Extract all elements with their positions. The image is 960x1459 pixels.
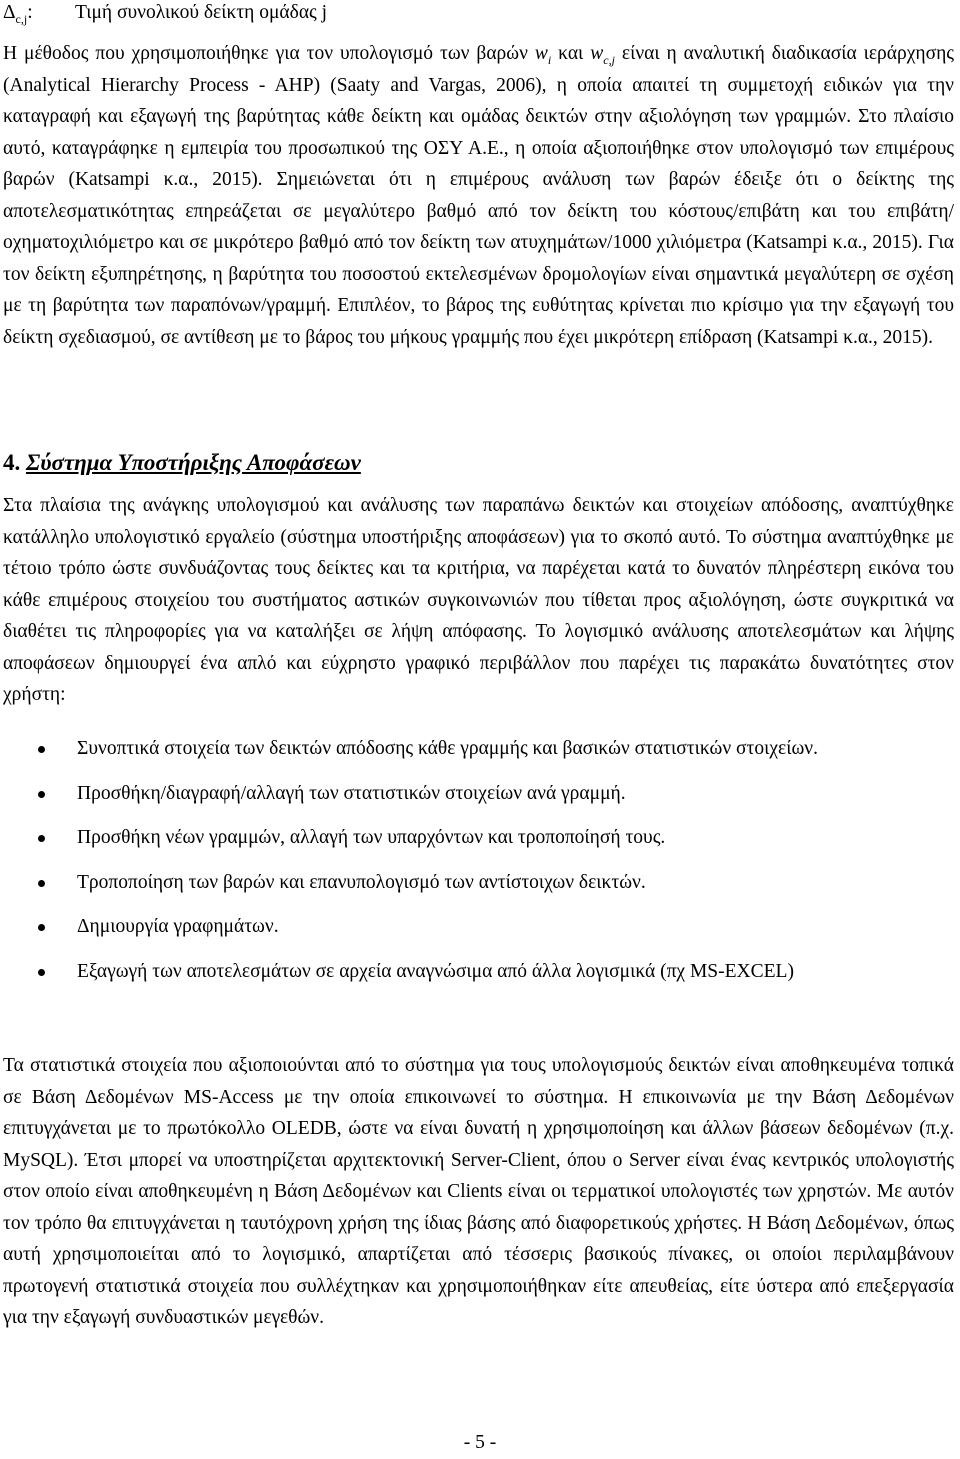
section-number: 4. (3, 450, 21, 475)
bullet-icon (38, 835, 45, 842)
section-heading (3, 447, 361, 479)
section-title: Σύστημα Υποστήριξης Αποφάσεων (26, 450, 361, 475)
bullet-icon (38, 791, 45, 798)
bullet-icon (38, 924, 45, 931)
list-item: Εξαγωγή των αποτελεσμάτων σε αρχεία αναγνώσιμα από άλλα λογισμικά (πχ MS-EXCEL) (0, 956, 954, 988)
definition-text: Τιμή συνολικού δείκτη ομάδας j (75, 2, 328, 23)
list-item: Συνοπτικά στοιχεία των δεικτών απόδοσης κάθε γραμμής και βασικών στατιστικών στοιχείων. (0, 733, 954, 765)
list-item: Προσθήκη νέων γραμμών, αλλαγή των υπαρχόντων και τροποποίησή τους. (0, 822, 954, 854)
definition-term: $\Delta_{c,j}$: (3, 2, 33, 26)
paragraph-dss-intro: Στα πλαίσια της ανάγκης υπολογισμού και ανάλυσης των παραπάνω δεικτών και στοιχείων απόδοσης, αναπτύχθηκε κατάλληλο υπολογιστικό εργαλείο (σύστημα υποστήριξης αποφάσεων) για το σκοπό αυτό. Το σύστημα αναπτύχθηκε με τέτοιο τρόπο ώστε συνδυάζοντας τους δείκτες και τα κριτήρια, να παρέχεται κατά το δυνατόν πληρέστερη εικόνα του κάθε επιμέρους στοιχείου του συστήματος αστικών συγκοινωνιών που τίθεται προς αξιολόγηση, ώστε συγκριτικά να διαθέτει τις πληροφορίες για να καταλήξει σε λήψη απόφασης. Το λογισμικό ανάλυσης αποτελεσμάτων και λήψης αποφάσεων δημιουργεί ένα απλό και εύχρηστο γραφικό περιβάλλον που παρέχει τις παρακάτω δυνατότητες στον χρήστη: (3, 495, 954, 705)
definition-line (3, 0, 327, 29)
paragraph-weights-method: Η μέθοδος που χρησιμοποιήθηκε για τον υπολογισμό των βαρών $w_i$ και $w_{c,j}$ είναι η αναλυτική διαδικασία ιεράρχησης (Analytical Hierarchy Process - AHP) (Saaty and Vargas, 2006), η οποία απαιτεί τη συμμετοχή ειδικών για την καταγραφή και εξαγωγή της βαρύτητας κάθε δείκτη και ομάδας δεικτών στην αξιολόγηση των γραμμών. Στο πλαίσιο αυτό, καταγράφηκε η εμπειρία του προσωπικού της ΟΣΥ Α.Ε., η οποία αξιοποιήθηκε στον υπολογισμό των επιμέρους βαρών (Katsampi κ.α., 2015). Σημειώνεται ότι η επιμέρους ανάλυση των βαρών έδειξε ότι ο δείκτης της αποτελεσματικότητας επηρεάζεται σε μεγαλύτερο βαθμό από τον δείκτη του κόστους/επιβάτη και του επιβάτη/οχηματοχιλιόμετρο και σε μικρότερο βαθμό από τον δείκτη των ατυχημάτων/1000 χιλιόμετρα (Katsampi κ.α., 2015). Για τον δείκτη εξυπηρέτησης, η βαρύτητα του ποσοστού εκτελεσμένων δρομολογίων είναι σημαντικά μεγαλύτερη σε σχέση με τη βαρύτητα των παραπόνων/γραμμή. Επιπλέον, το βάρος της ευθύτητας κρίνεται πιο κρίσιμο για την εξαγωγή του δείκτη σχεδιασμού, σε αντίθεση με το βάρος του μήκους γραμμής που έχει μικρότερη επίδραση (Katsampi κ.α., 2015). (3, 43, 955, 348)
list-item: Τροποποίηση των βαρών και επανυπολογισμό των αντίστοιχων δεικτών. (0, 867, 954, 899)
list-item: Προσθήκη/διαγραφή/αλλαγή των στατιστικών στοιχείων ανά γραμμή. (0, 778, 954, 810)
bullet-icon (38, 746, 45, 753)
page-number: - 5 - (463, 1432, 497, 1453)
paragraph-database: Τα στατιστικά στοιχεία που αξιοποιούνται από το σύστημα για τους υπολογισμούς δεικτών είναι αποθηκευμένα τοπικά σε Βάση Δεδομένων MS-Access με την οποία επικοινωνεί το σύστημα. Η επικοινωνία με την Βάση Δεδομένων επιτυγχάνεται με το πρωτόκολλο OLEDB, ώστε να είναι δυνατή η χρησιμοποίηση και άλλων βάσεων δεδομένων (π.χ. MySQL). Έτσι μπορεί να υποστηρίζεται αρχιτεκτονική Server-Client, όπου ο Server είναι ένας κεντρικός υπολογιστής στον οποίο είναι αποθηκευμένη η Βάση Δεδομένων και Clients είναι οι τερματικοί υπολογιστές των χρηστών. Με αυτόν τον τρόπο θα επιτυγχάνεται η ταυτόχρονη χρήση της ίδιας βάσης από διαφορετικούς χρήστες. Η Βάση Δεδομένων, όπως αυτή χρησιμοποιείται από το λογισμικό, απαρτίζεται από τέσσερις βασικούς πίνακες, οι οποίοι περιλαμβάνουν πρωτογενή στατιστικά στοιχεία που συλλέχτηκαν και χρησιμοποιήθηκαν είτε απευθείας, είτε ύστερα από επεξεργασία για την εξαγωγή συνδυαστικών μεγεθών. (3, 1055, 955, 1328)
list-item: Δημιουργία γραφημάτων. (0, 911, 954, 943)
bullet-icon (38, 880, 45, 887)
features-list (0, 733, 954, 1000)
bullet-icon (38, 969, 45, 976)
